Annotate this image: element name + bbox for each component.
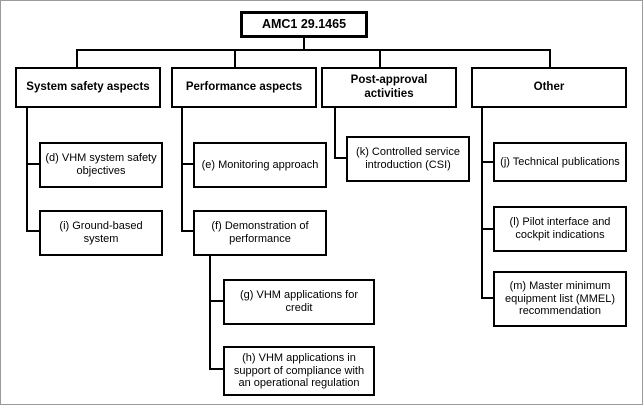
connector-to-performance — [234, 49, 236, 67]
leaf-node-0 — [39, 142, 163, 188]
root-node-label: AMC1 29.1465 — [261, 17, 347, 32]
leaf-node-5-label: (h) VHM applications in support of compliance with an operational regulation — [233, 351, 365, 390]
leaf-node-4 — [223, 279, 375, 325]
category-node-0-label: System safety aspects — [26, 80, 150, 93]
leaf-node-8 — [493, 206, 627, 252]
leaf-node-0-label: (d) VHM system safety objectives — [45, 152, 157, 177]
leaf-node-7 — [493, 142, 627, 182]
leaf-node-8-label: (l) Pilot interface and cockpit indications — [509, 216, 611, 241]
leaf-node-7-label: (j) Technical publications — [500, 155, 620, 168]
connector-system-safety-spine — [26, 108, 28, 230]
connector-other-spine — [481, 108, 483, 299]
connector-performance-spine — [181, 108, 183, 230]
category-node-1-label: Performance aspects — [185, 80, 303, 93]
leaf-node-4-label: (g) VHM applications for credit — [240, 289, 358, 314]
leaf-node-6 — [346, 136, 470, 182]
leaf-node-2-label: (e) Monitoring approach — [201, 158, 319, 171]
leaf-node-5 — [223, 346, 375, 396]
leaf-node-1-label: (i) Ground-based system — [59, 220, 143, 245]
leaf-node-6-label: (k) Controlled service introduction (CSI) — [356, 146, 460, 171]
connector-post-approval-spine — [334, 108, 336, 158]
category-node-0 — [15, 67, 161, 108]
category-node-2 — [321, 67, 457, 108]
leaf-node-3-label: (f) Demonstration of performance — [211, 220, 309, 245]
connector-to-post-approval — [379, 49, 381, 67]
connector-to-system-safety — [76, 49, 78, 67]
leaf-node-9 — [493, 271, 627, 327]
category-node-2-label: Post-approval activities — [350, 73, 428, 100]
connector-to-other — [549, 49, 551, 67]
root-node — [240, 11, 368, 38]
category-node-3-label: Other — [533, 80, 565, 93]
category-node-1 — [171, 67, 317, 108]
leaf-node-1 — [39, 210, 163, 256]
leaf-node-3 — [193, 210, 327, 256]
leaf-node-9-label: (m) Master minimum equipment list (MMEL) recommendation — [504, 279, 616, 318]
category-node-3 — [471, 67, 627, 108]
connector-root-bus — [76, 49, 549, 51]
leaf-node-2 — [193, 142, 327, 188]
